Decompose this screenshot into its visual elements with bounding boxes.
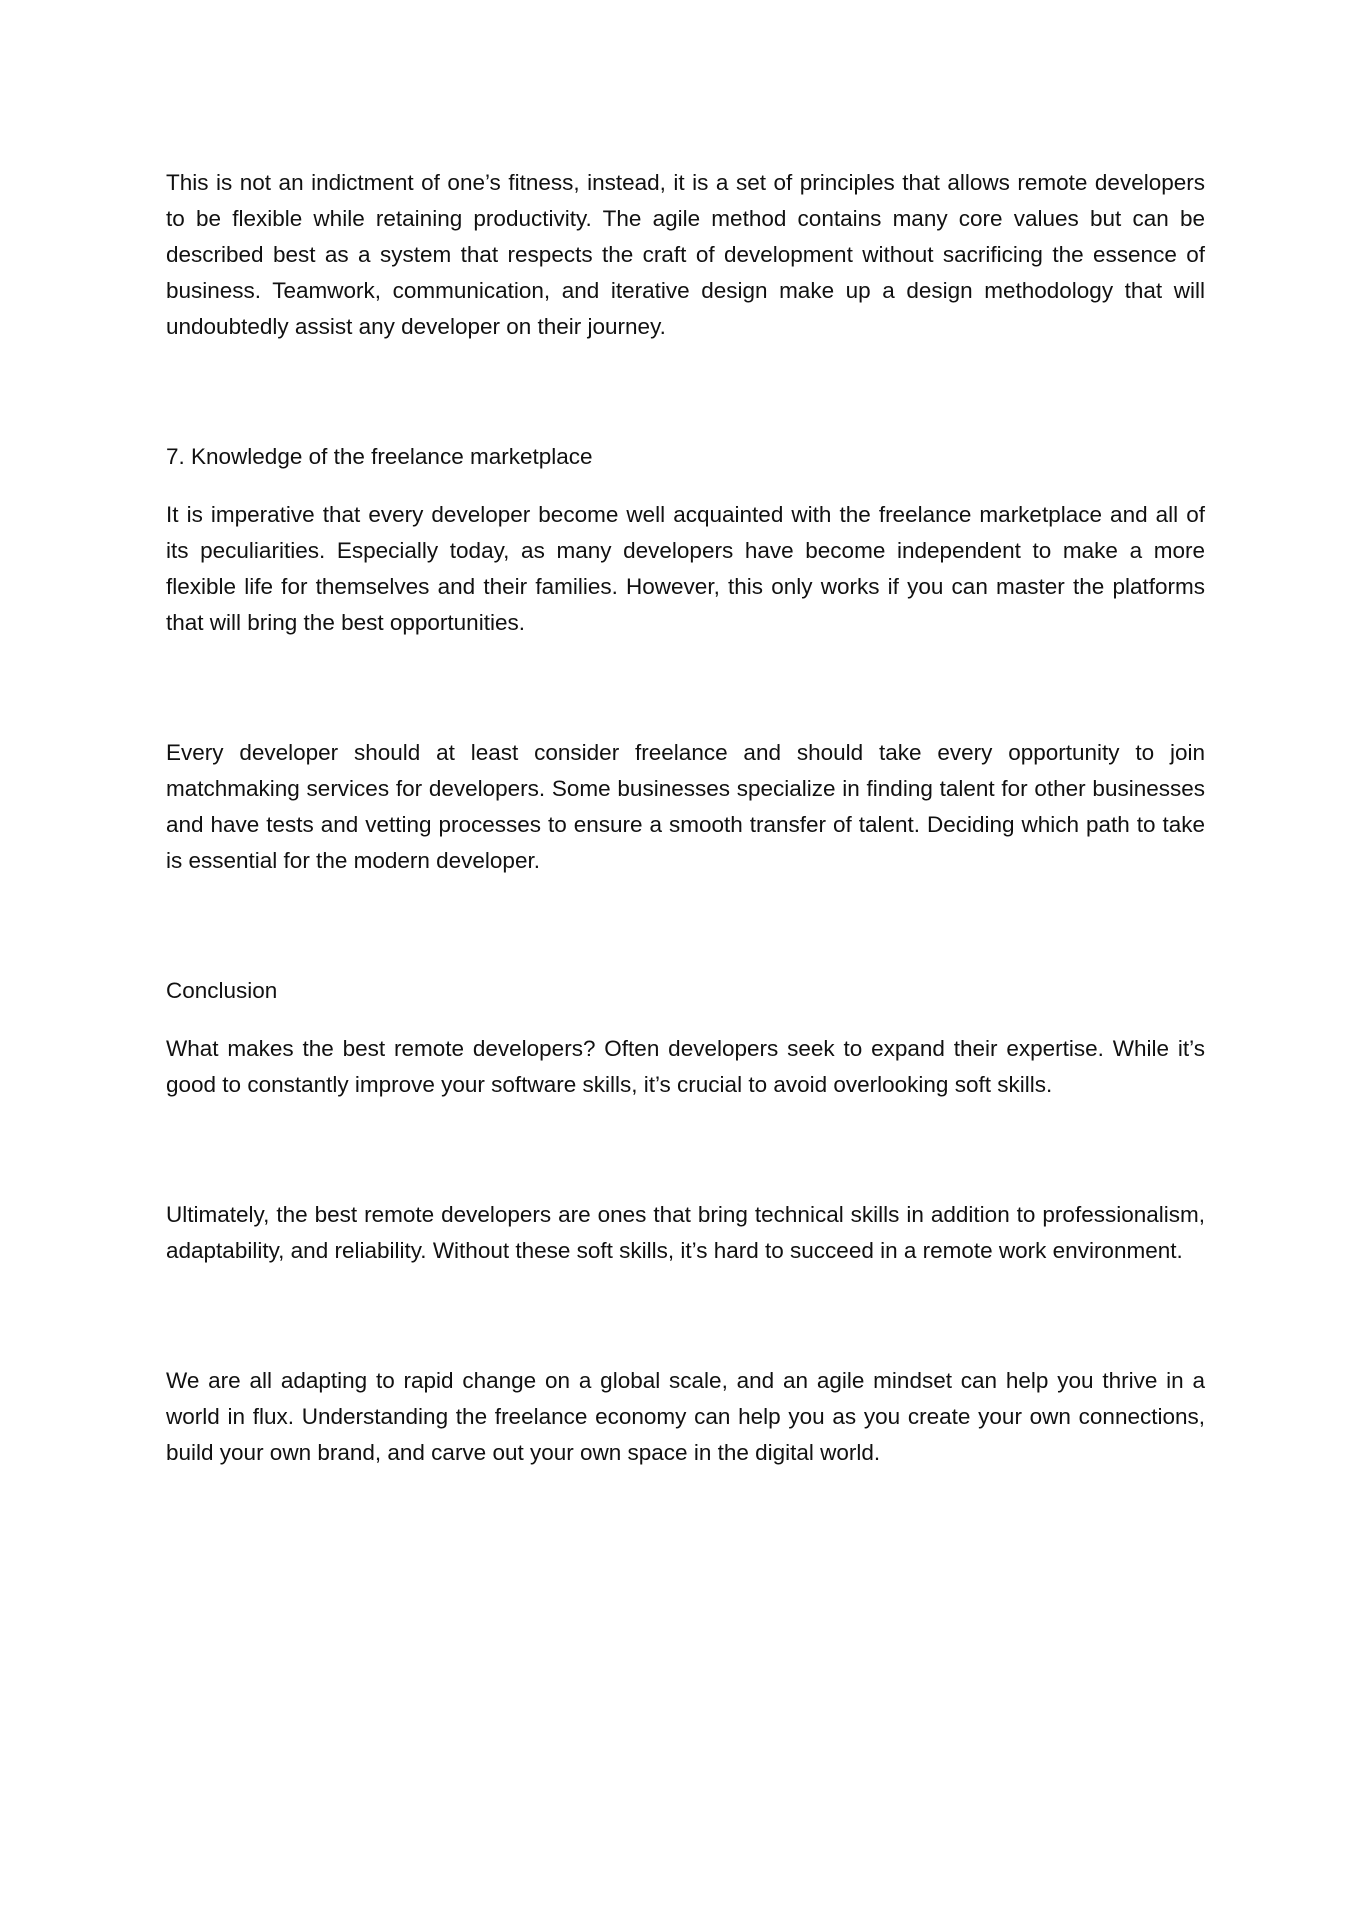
document-body — [166, 165, 1205, 1471]
paragraph-best-remote-developers: What makes the best remote developers? Often developers seek to expand their expertise. While it’s good to constantly improve your software skills, it’s crucial to avoid overlooking soft skills. — [166, 1036, 1205, 1097]
section-heading-freelance-marketplace: 7. Knowledge of the freelance marketplace — [166, 444, 593, 469]
paragraph-agile-principles: This is not an indictment of one’s fitness, instead, it is a set of principles that allows remote developers to be flexible while retaining productivity. The agile method contains many core values but can be described best as a system that respects the craft of development without sacrificing the essence of business. Teamwork, communication, and iterative design make up a design methodology that will undoubtedly assist any developer on their journey. — [166, 170, 1205, 339]
section-heading-conclusion: Conclusion — [166, 978, 278, 1003]
paragraph-agile-mindset: We are all adapting to rapid change on a global scale, and an agile mindset can help you thrive in a world in flux. Understanding the freelance economy can help you as you create your own connections, build your own brand, and carve out your own space in the digital world. — [166, 1368, 1205, 1465]
paragraph-freelance-marketplace: It is imperative that every developer become well acquainted with the freelance marketplace and all of its peculiarities. Especially today, as many developers have become independent to make a more flexible life for themselves and their families. However, this only works if you can master the platforms that will bring the best opportunities. — [166, 502, 1205, 635]
paragraph-matchmaking-services: Every developer should at least consider freelance and should take every opportunity to join matchmaking services for developers. Some businesses specialize in finding talent for other businesses and have tests and vetting processes to ensure a smooth transfer of talent. Deciding which path to take is essential for the modern developer. — [166, 740, 1205, 873]
paragraph-soft-skills: Ultimately, the best remote developers are ones that bring technical skills in addition to professionalism, adaptability, and reliability. Without these soft skills, it’s hard to succeed in a remote work environment. — [166, 1202, 1205, 1263]
